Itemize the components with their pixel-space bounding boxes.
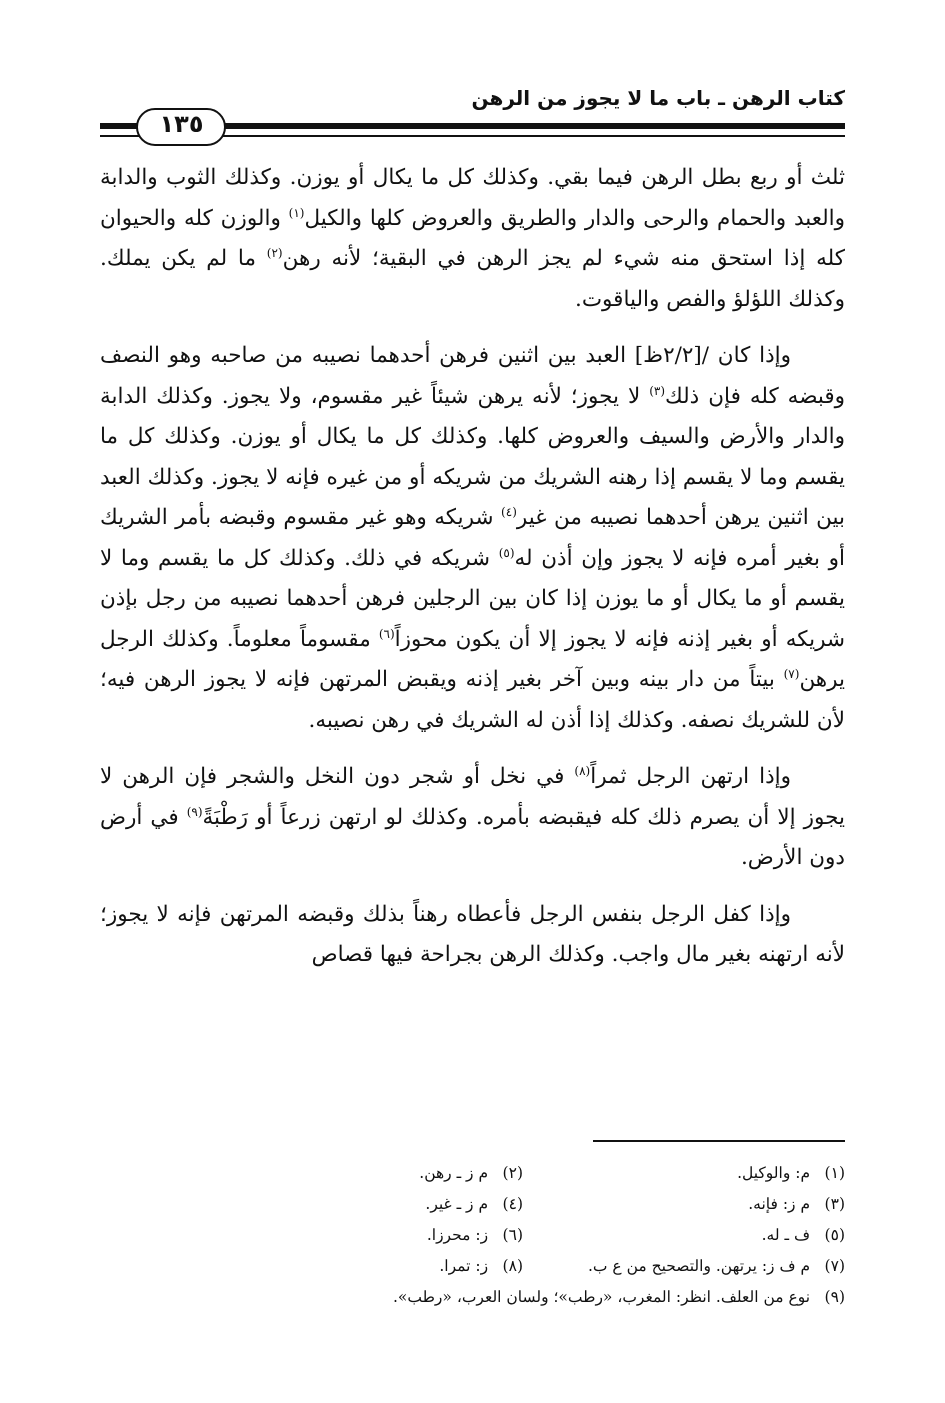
footnote-number: (٣) — [824, 1195, 845, 1213]
footnote-row — [100, 1251, 845, 1282]
text-run: ثلث أو ربع بطل الرهن فيما بقي. وكذلك كل ما يكال أو يوزن. وكذلك الثوب والدابة والعبد والحمام والرحى والدار والطريق والعروض كلها والكيل — [100, 165, 845, 231]
footnotes — [100, 1158, 845, 1313]
header-rule-left — [100, 123, 140, 129]
footnote-marker: (٦) — [378, 626, 395, 641]
footnote-text: م ز ـ رهن. — [419, 1164, 489, 1182]
footnote-number: (٤) — [502, 1195, 523, 1213]
footnote-text: نوع من العلف. انظر: المغرب، «رطب»؛ ولسان العرب، «رطب». — [392, 1288, 811, 1306]
paragraph — [100, 895, 845, 976]
footnote-marker: (١) — [288, 205, 305, 220]
footnote-marker: (٤) — [501, 504, 517, 519]
footnote-number: (٩) — [824, 1288, 845, 1306]
header-rule-right — [222, 123, 845, 129]
page-number: ١٣٥ — [159, 110, 204, 138]
footnote-text: م: والوكيل. — [737, 1164, 811, 1182]
text-run: في أرض دون الأرض. — [100, 804, 845, 870]
text-run: شريكه وهو غير مقسوم وقبضه بأمر الشريك أو بغير أمره فإنه لا يجوز وإن أذن له — [100, 505, 845, 571]
footnote-item — [523, 1189, 845, 1220]
paragraph — [100, 757, 845, 879]
footnote-row — [100, 1220, 845, 1251]
main-text — [100, 158, 845, 992]
footnote-marker: (٨) — [574, 763, 591, 778]
footnote-row — [100, 1158, 845, 1189]
text-run: شريكه في ذلك. وكذلك كل ما يقسم وما لا يقسم أو ما يكال أو ما يوزن إذا كان بين الرجلين فرهن أحدهما نصيبه من رجل بإذن شريكه أو بغير إذنه فإنه لا يجوز إلا أن يكون محوزاً — [100, 545, 845, 652]
footnote-item — [523, 1220, 845, 1251]
footnote-item — [201, 1220, 523, 1251]
footnote-number: (٧) — [824, 1257, 845, 1275]
footnote-marker: (٩) — [186, 804, 203, 819]
text-run: والوزن كله والحيوان كله إذا استحق منه شيء لم يجز الرهن في البقية؛ لأنه رهن — [100, 205, 845, 271]
footnote-row — [100, 1189, 845, 1220]
running-title: كتاب الرهن ـ باب ما لا يجوز من الرهن — [471, 86, 845, 110]
footnote-item — [201, 1251, 523, 1282]
footnote-marker: (٧) — [783, 666, 800, 681]
text-run: لا يجوز؛ لأنه يرهن شيئاً غير مقسوم، ولا يجوز. وكذلك الدابة والدار والأرض والسيف والعروض كلها. وكذلك كل ما يكال أو يوزن. وكذلك كل ما يقسم وما لا يقسم إذا رهنه الشريك من شريكه أو من غيره فإنه لا يجوز. وكذلك العبد بين اثنين يرهن أحدهما نصيبه من غير — [100, 383, 846, 530]
footnote-item — [201, 1158, 523, 1189]
footnote-number: (٥) — [824, 1226, 845, 1244]
header-rule-right-thin — [222, 135, 845, 137]
text-run: بيتاً من دار بينه وبين آخر بغير إذنه ويقبض المرتهن فإنه لا يجوز الرهن فيه؛ لأن للشريك نصفه. وكذلك إذا أذن له الشريك في رهن نصيبه. — [100, 667, 845, 733]
text-run: وإذا كفل الرجل بنفس الرجل فأعطاه رهناً بذلك وقبضه المرتهن فإنه لا يجوز؛ لأنه ارتهنه بغير مال واجب. وكذلك الرهن بجراحة فيها قصاص — [100, 901, 845, 967]
footnote-row — [100, 1282, 845, 1313]
footnote-text: م ز: فإنه. — [748, 1195, 811, 1213]
paragraph — [100, 158, 845, 320]
footnote-number: (٢) — [502, 1164, 523, 1182]
header-rule-left-thin — [100, 135, 140, 137]
footnote-item — [523, 1251, 845, 1282]
footnote-marker: (٢) — [266, 245, 283, 260]
footnote-text: م ز ـ غير. — [425, 1195, 489, 1213]
footnote-number: (١) — [824, 1164, 845, 1182]
footnote-marker: (٥) — [498, 545, 515, 560]
footnote-item — [201, 1189, 523, 1220]
text-run: في نخل أو شجر دون النخل والشجر فإن الرهن لا يجوز إلا أن يصرم ذلك كله فيقبضه بأمره. وكذلك لو ارتهن زرعاً أو رَطْبَةً — [100, 764, 845, 830]
footnote-text: ز: تمرا. — [439, 1257, 489, 1275]
text-run: وإذا كان /[٢/٢ظ] العبد بين اثنين فرهن أحدهما نصيبه من صاحبه وهو النصف وقبضه كله فإن ذلك — [100, 343, 845, 409]
footnote-number: (٦) — [502, 1226, 523, 1244]
footnote-separator — [593, 1140, 845, 1142]
footnote-number: (٨) — [502, 1257, 523, 1275]
footnote-text: ف ـ له. — [761, 1226, 811, 1244]
text-run: ما لم يكن يملك. وكذلك اللؤلؤ والفص والياقوت. — [100, 246, 845, 312]
text-run: وإذا ارتهن الرجل ثمراً — [590, 764, 792, 789]
paragraph — [100, 336, 845, 741]
footnote-text: م ف ز: يرتهن. والتصحيح من ع ب. — [587, 1257, 811, 1275]
footnote-item — [393, 1282, 845, 1313]
text-run: مقسوماً معلوماً. وكذلك الرجل يرهن — [100, 626, 845, 692]
footnote-marker: (٣) — [649, 383, 666, 398]
footnote-text: ز: محرزا. — [426, 1226, 489, 1244]
footnote-item — [523, 1158, 845, 1189]
